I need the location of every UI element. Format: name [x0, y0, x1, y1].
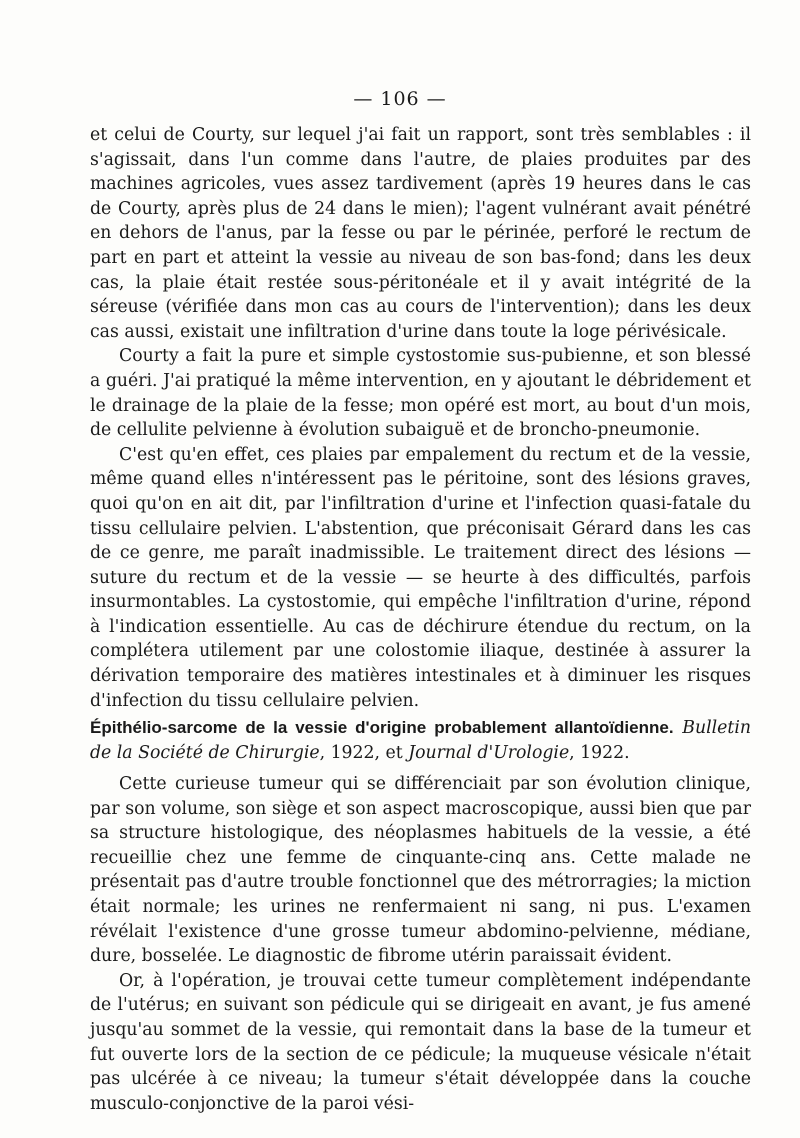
article-citation: [90, 716, 751, 765]
journal-1: Bulletin de la Société de Chirurgie: [90, 718, 751, 763]
section-courty-discussion: [90, 123, 751, 713]
section-tumor-description: [90, 772, 751, 1116]
paragraph-2: Courty a fait la pure et simple cystostomie sus-pubienne, et son blessé a guéri. J'ai pratiqué la même intervention, en y ajoutant le débridement et le drainage de la plaie de la fesse; mon opéré est mort, au bout d'un mois, de cellulite pelvienne à évolution subaiguë et de broncho-pneumonie.: [90, 346, 751, 441]
journal-2: Journal d'Urologie: [408, 742, 570, 763]
page-number: — 106 —: [353, 88, 447, 110]
paragraph-5: Or, à l'opération, je trouvai cette tumeur complètement indépendante de l'utérus; en suivant son pédicule qui se dirigeait en avant, je fus amené jusqu'au sommet de la vessie, qui remontait dans la base de la tumeur et fut ouverte lors de la section de ce pédicule; la muqueuse vésicale n'était pas ulcérée à ce niveau; la tumeur s'était développée dans la couche musculo-conjonctive de la paroi vési-: [90, 970, 751, 1114]
citation-sep-2: , 1922.: [569, 742, 630, 763]
citation-sep-1: , 1922, et: [319, 742, 409, 763]
article-title: Épithélio-sarcome de la vessie d'origine probablement allantoïdienne.: [90, 718, 674, 737]
paragraph-3: C'est qu'en effet, ces plaies par empalement du rectum et de la vessie, même quand elles n'intéressent pas le péritoine, sont des lésions graves, quoi qu'on en ait dit, par l'infiltration d'urine et l'infection quasi-fatale du tissu cellulaire pelvien. L'abstention, que préconisait Gérard dans les cas de ce genre, me paraît inadmissible. Le traitement direct des lésions — suture du rectum et de la vessie — se heurte à des difficultés, parfois insurmontables. La cystostomie, qui empêche l'infiltration d'urine, répond à l'indication essentielle. Au cas de déchirure étendue du rectum, on la complétera utilement par une colostomie iliaque, destinée à assurer la dérivation temporaire des matières intestinales et à diminuer les risques d'infection du tissu cellulaire pelvien.: [90, 444, 751, 711]
paragraph-1: et celui de Courty, sur lequel j'ai fait un rapport, sont très semblables : il s'agissait, dans l'un comme dans l'autre, de plaies produites par des machines agricoles, vues assez tardivement (après 19 heures dans le cas de Courty, après plus de 24 dans le mien); l'agent vulnérant avait pénétré en dehors de l'anus, par la fesse ou par le périnée, perforé le rectum de part en part et atteint la vessie au niveau de son bas-fond; dans les deux cas, la plaie était restée sous-péritonéale et il y avait intégrité de la séreuse (vérifiée dans mon cas au cours de l'intervention); dans les deux cas aussi, existait une infiltration d'urine dans toute la loge périvésicale.: [90, 125, 751, 342]
article-heading: [90, 716, 751, 765]
paragraph-4: Cette curieuse tumeur qui se différenciait par son évolution clinique, par son volume, son siège et son aspect macroscopique, aussi bien que par sa structure histologique, des néoplasmes habituels de la vessie, a été recueillie chez une femme de cinquante-cinq ans. Cette malade ne présentait pas d'autre trouble fonctionnel que des métrorragies; la miction était normale; les urines ne renfermaient ni sang, ni pus. L'examen révélait l'existence d'une grosse tumeur abdomino-pelvienne, médiane, dure, bosselée. Le diagnostic de fibrome utérin paraissait évident.: [90, 774, 751, 967]
